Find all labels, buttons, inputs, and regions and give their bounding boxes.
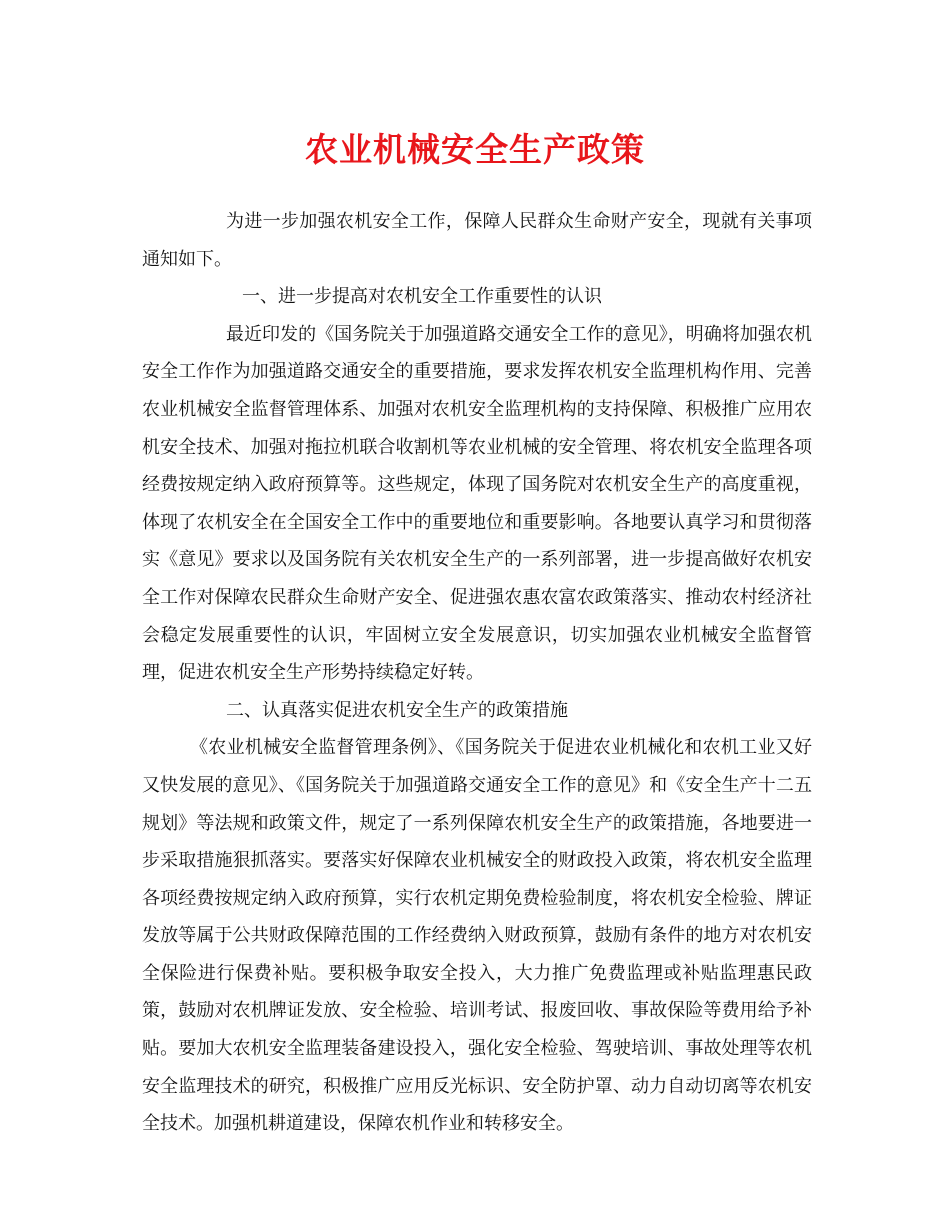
section-heading-2: 二、认真落实促进农机安全生产的政策措施 [226,699,568,721]
intro-paragraph: 为进一步加强农机安全工作，保障人民群众生命财产安全，现就有关事项通知如下。 [142,211,812,270]
document-body [142,203,812,1143]
section-1-paragraph: 最近印发的《国务院关于加强道路交通安全工作的意见》，明确将加强农机安全工作作为加强道路交通安全的重要措施，要求发挥农机安全监理机构作用、完善农业机械安全监督管理体系、加强对农机安全监理机构的支持保障、积极推广应用农机安全技术、加强对拖拉机联合收割机等农业机械的安全管理、将农机安全监理各项经费按规定纳入政府预算等。这些规定，体现了国务院对农机安全生产的高度重视，体现了农机安全在全国安全工作中的重要地位和重要影响。各地要认真学习和贯彻落实《意见》要求以及国务院有关农机安全生产的一系列部署，进一步提高做好农机安全工作对保障农民群众生命财产安全、促进强农惠农富农政策落实、推动农村经济社会稳定发展重要性的认识，牢固树立安全发展意识，切实加强农业机械安全监督管理，促进农机安全生产形势持续稳定好转。 [142,323,812,684]
section-2-paragraph: 《农业机械安全监督管理条例》、《国务院关于促进农业机械化和农机工业又好又快发展的意见》、《国务院关于加强道路交通安全工作的意见》和《安全生产十二五规划》等法规和政策文件，规定了一系列保障农机安全生产的政策措施，各地要进一步采取措施狠抓落实。要落实好保障农业机械安全的财政投入政策，将农机安全监理各项经费按规定纳入政府预算，实行农机定期免费检验制度，将农机安全检验、牌证发放等属于公共财政保障范围的工作经费纳入财政预算，鼓励有条件的地方对农机安全保险进行保费补贴。要积极争取安全投入，大力推广免费监理或补贴监理惠民政策，鼓励对农机牌证发放、安全检验、培训考试、报废回收、事故保险等费用给予补贴。要加大农机安全监理装备建设投入，强化安全检验、驾驶培训、事故处理等农机安全监理技术的研究，积极推广应用反光标识、安全防护罩、动力自动切离等农机安全技术。加强机耕道建设，保障农机作业和转移安全。 [142,737,812,1135]
section-heading-1: 一、进一步提高对农机安全工作重要性的认识 [242,286,602,308]
document-title: 农业机械安全生产政策 [305,130,645,169]
